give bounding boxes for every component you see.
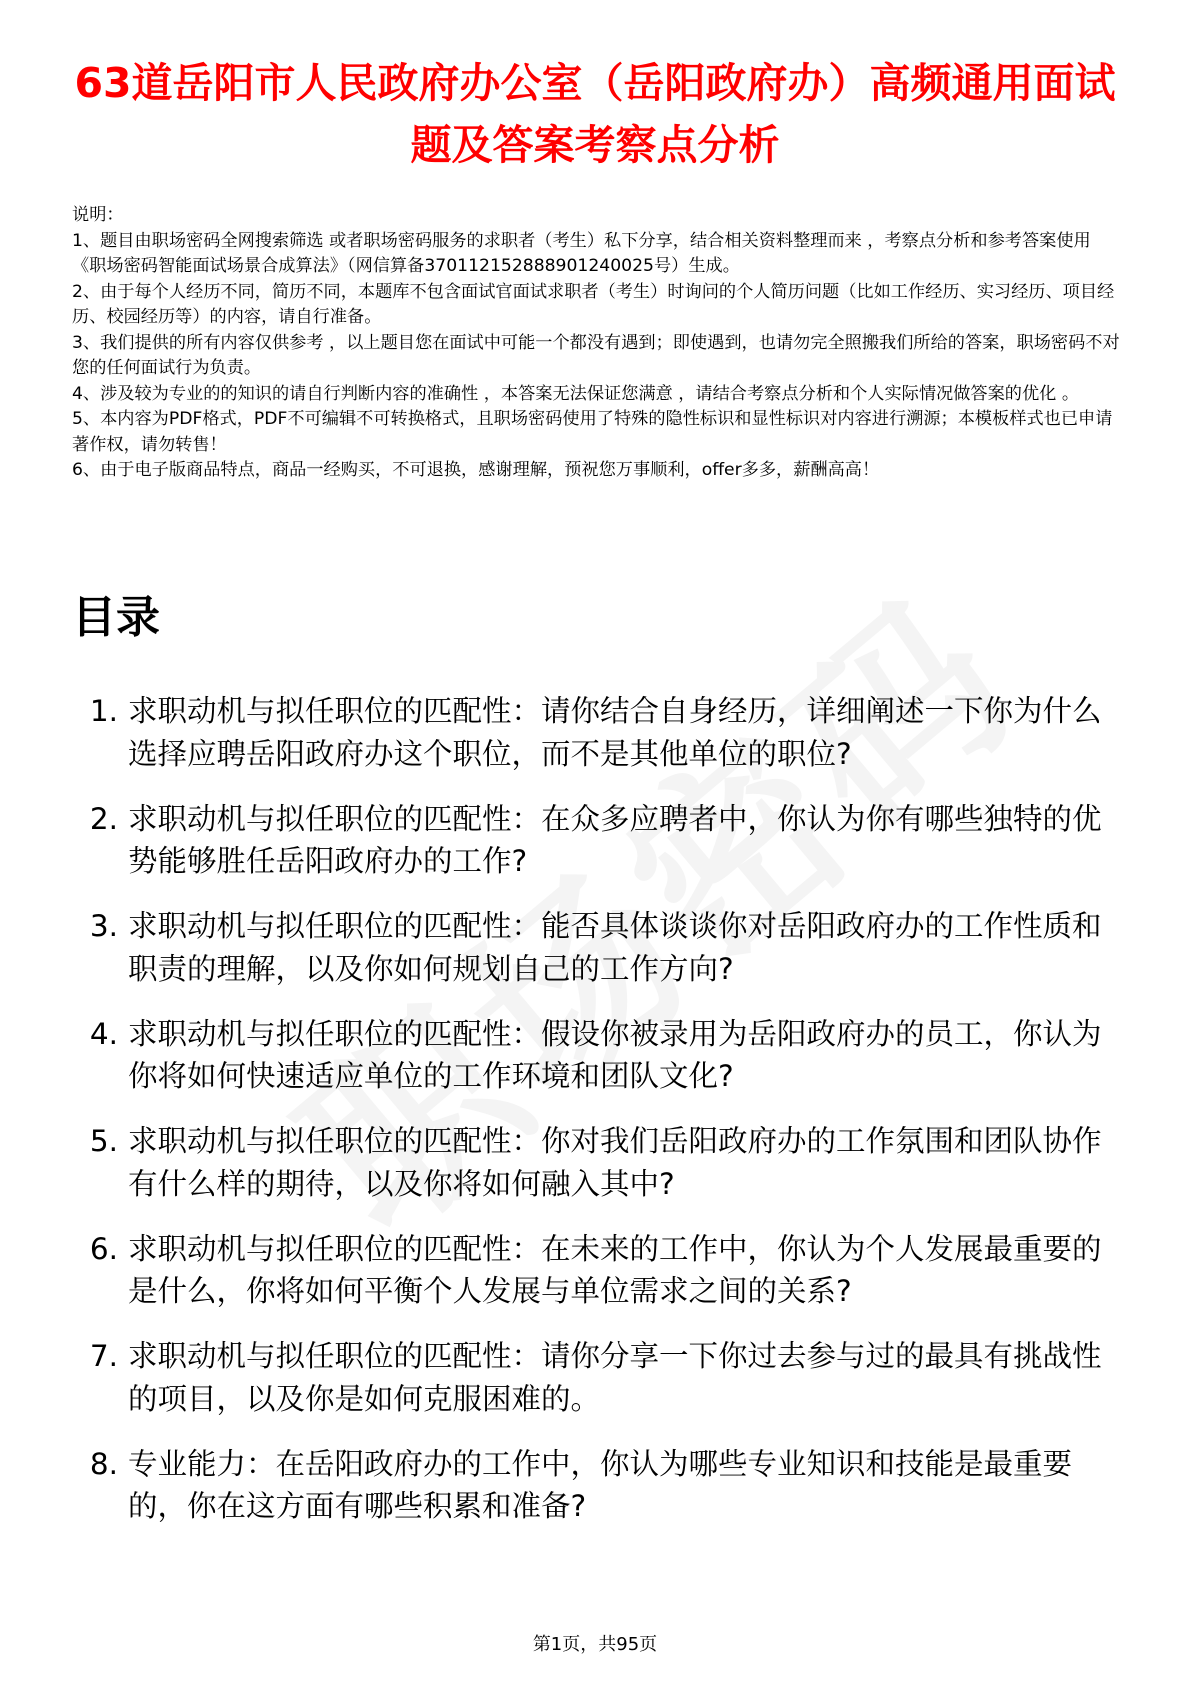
toc-item-text: 求职动机与拟任职位的匹配性：在众多应聘者中，你认为你有哪些独特的优势能够胜任岳阳政府办的工作? [128,801,1102,878]
toc-item[interactable] [72,905,1122,990]
toc-item-text: 求职动机与拟任职位的匹配性：你对我们岳阳政府办的工作氛围和团队协作有什么样的期待，以及你将如何融入其中? [128,1124,1102,1201]
toc-heading: 目录 [72,592,160,643]
toc-item[interactable] [72,1120,1122,1205]
toc-item-number: 2. [89,801,118,836]
toc-item-text: 求职动机与拟任职位的匹配性：请你结合自身经历，详细阐述一下你为什么选择应聘岳阳政府办这个职位，而不是其他单位的职位? [128,694,1102,771]
toc-item-number: 7. [89,1339,118,1373]
note-item: 3、我们提供的所有内容仅供参考 ，以上题目您在面试中可能一个都没有遇到；即使遇到，也请勿完全照搬我们所给的答案，职场密码不对您的任何面试行为负责。 [72,332,1120,378]
toc-item-text: 求职动机与拟任职位的匹配性：假设你被录用为岳阳政府办的员工，你认为你将如何快速适应单位的工作环境和团队文化? [128,1016,1102,1093]
toc-item-text: 专业能力：在岳阳政府办的工作中，你认为哪些专业知识和技能是最重要的，你在这方面有哪些积累和准备? [128,1446,1073,1523]
toc-item-text: 求职动机与拟任职位的匹配性：能否具体谈谈你对岳阳政府办的工作性质和职责的理解，以及你如何规划自己的工作方向? [128,909,1102,986]
toc-item-text: 求职动机与拟任职位的匹配性：请你分享一下你过去参与过的最具有挑战性的项目，以及你是如何克服困难的。 [128,1339,1102,1416]
toc-item-number: 5. [89,1124,118,1158]
notes-heading: 说明： [72,205,124,225]
toc-item[interactable] [72,798,1122,883]
toc-item-number: 4. [89,1016,118,1051]
toc-item[interactable] [72,1228,1122,1313]
note-item: 6、由于电子版商品特点，商品一经购买，不可退换，感谢理解，预祝您万事顺利，offer多多，薪酬高高！ [72,460,880,480]
page-footer: 第1页，共95页 [532,1634,658,1655]
toc-item-number: 6. [89,1231,118,1266]
toc-item[interactable] [72,690,1122,775]
toc-item-text: 求职动机与拟任职位的匹配性：在未来的工作中，你认为个人发展最重要的是什么，你将如何平衡个人发展与单位需求之间的关系? [128,1231,1102,1308]
toc-item[interactable] [72,1335,1122,1420]
toc-item-number: 8. [89,1446,118,1481]
note-item: 4、涉及较为专业的的知识的请自行判断内容的准确性 ，本答案无法保证您满意 ，请结合考察点分析和个人实际情况做答案的优化 。 [72,383,1080,404]
toc-list [72,690,1122,1550]
note-item: 2、由于每个人经历不同，简历不同，本题库不包含面试官面试求职者（考生）时询问的个人简历问题（比如工作经历、实习经历、项目经历、校园经历等）的内容，请自行准备。 [72,281,1115,327]
document-title: 63道岳阳市人民政府办公室（岳阳政府办）高频通用面试题及答案考察点分析 [74,59,1116,169]
notes-section [72,203,1122,484]
toc-item[interactable] [72,1443,1122,1528]
toc-item-number: 3. [89,909,118,943]
toc-item[interactable] [72,1013,1122,1098]
note-item: 1、题目由职场密码全网搜索筛选 或者职场密码服务的求职者（考生）私下分享，结合相关资料整理而来 ，考察点分析和参考答案使用《职场密码智能面试场景合成算法》（网信算备370112152888901240025号）生成。 [72,230,1091,276]
note-item: 5、本内容为PDF格式，PDF不可编辑不可转换格式，且职场密码使用了特殊的隐性标识和显性标识对内容进行溯源；本模板样式也已申请著作权，请勿转售！ [72,409,1113,455]
toc-item-number: 1. [89,694,118,728]
